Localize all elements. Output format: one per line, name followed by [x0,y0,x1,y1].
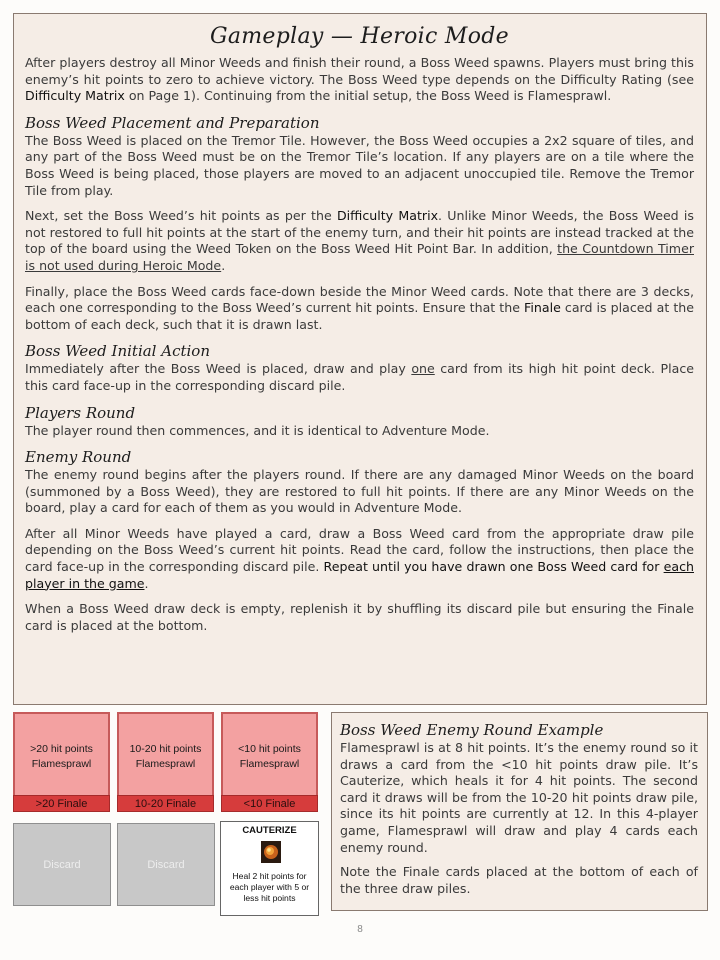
placement-paragraph-3 [25,284,694,334]
deck-high-hp[interactable] [13,712,110,812]
rules-panel [13,13,707,705]
example-paragraph-2: Note the Finale cards placed at the bottom of each of the three draw piles. [340,864,698,896]
page-number: 8 [357,924,363,935]
discard-pile-high[interactable]: Discard [13,823,111,906]
each-player-note: each player in the game [25,559,694,591]
deck-low-label: <10 hit points [238,743,301,755]
initial-action-paragraph [25,361,694,394]
flame-orb-icon [261,841,281,863]
discard-pile-mid[interactable]: Discard [117,823,215,906]
placement-p2-text-mid: . Unlike Minor Weeds, the Boss Weed is not restored to full hit points at the start of the enemy turn, and their hit points are instead tracked at the top of the board using the Weed Token on the Boss Weed Hit Point Bar. In addition, [25,208,694,257]
deck-low-finale: <10 Finale [221,795,318,812]
cauterize-card[interactable] [220,821,319,916]
enemy-round-heading: Enemy Round [25,448,132,467]
deck-low-name: Flamesprawl [239,758,300,770]
placement-paragraph-1: The Boss Weed is placed on the Tremor Tile. However, the Boss Weed occupies a 2x2 square of tiles, and any part of the Boss Weed must be on the Tremor Tile’s location. If any players are on a tile where the Boss Weed is being placed, those players are moved to an adjacent unoccupied tile. Remove the Tremor Tile from play. [25,132,694,198]
cauterize-title: CAUTERIZE [242,825,297,836]
players-round-heading: Players Round [25,403,136,422]
placement-p2-text: Next, set the Boss Weed’s hit points as per the [25,208,337,224]
one-keyword: one [411,361,435,377]
difficulty-matrix-ref: Difficulty Matrix [25,88,125,104]
deck-mid-label: 10-20 hit points [129,743,202,755]
enemy-round-paragraph-1: The enemy round begins after the players round. If there are any damaged Minor Weeds on the board (summoned by a Boss Weed), they are restored to full hit points. If there are any Minor Weeds on the board, play a card for each of them as you would in Adventure Mode. [25,467,694,516]
placement-p2-end: . [221,257,226,273]
initial-text-end: card from its high hit point deck. Place this card face-up in the corresponding discard pile. [25,361,694,393]
placement-p3-text: Finally, place the Boss Weed cards face-down beside the Minor Weed cards. Note that there are 3 decks, each one corresponding to the Boss Weed’s current hit points. Ensure that the [25,283,694,316]
deck-mid-hp[interactable] [117,712,214,812]
difficulty-matrix-ref-2: Difficulty Matrix [336,208,439,224]
enemy-p2-end: . [144,575,149,591]
enemy-p2-text: After all Minor Weeds have played a card, draw a Boss Weed card from the appropriate draw pile depending on the Boss Weed’s current hit points. Read the card, follow the instructions, then place the card face-up in the corresponding discard pile. [25,525,694,575]
deck-mid-name: Flamesprawl [135,758,196,770]
deck-high-label: >20 hit points [30,743,93,755]
players-round-paragraph: The player round then commences, and it is identical to Adventure Mode. [25,422,490,438]
example-paragraph-1: Flamesprawl is at 8 hit points. It’s the enemy round so it draws a card from the <10 hit points draw pile. It’s Cauterize, which heals it for 4 hit points. The second card it draws will be from the 10-20 hit points draw pile, since its hit points are currently at 12. In this 4-player game, Flamesprawl will draw and play 4 cards each enemy round. [340,740,698,855]
deck-low-hp[interactable] [221,712,318,812]
example-heading: Boss Weed Enemy Round Example [340,721,604,739]
enemy-round-paragraph-3: When a Boss Weed draw deck is empty, replenish it by shuffling its discard pile but ensuring the Finale card is placed at the bottom. [25,601,694,633]
example-panel [331,712,708,911]
finale-keyword: Finale [524,300,561,316]
initial-text: Immediately after the Boss Weed is placed, draw and play [25,361,412,377]
page-title: Gameplay — Heroic Mode [209,24,509,49]
intro-paragraph [25,55,694,105]
deck-high-name: Flamesprawl [31,758,92,770]
placement-p3-end: card is placed at the bottom of each deck, such that it is drawn last. [25,300,694,332]
initial-action-heading: Boss Weed Initial Action [25,342,211,361]
enemy-round-paragraph-2 [25,526,694,592]
placement-paragraph-2 [25,208,694,274]
intro-text: After players destroy all Minor Weeds and finish their round, a Boss Weed spawns. Players must bring this enemy’s hit points to zero to achieve victory. The Boss Weed type depends on the Difficulty Rating (see [25,55,694,87]
countdown-timer-note: the Countdown Timer is not used during Heroic Mode [25,241,694,273]
repeat-instruction: Repeat until you have drawn one Boss Weed card for [323,559,664,575]
placement-heading: Boss Weed Placement and Preparation [25,113,320,132]
deck-high-finale: >20 Finale [13,795,110,812]
deck-mid-finale: 10-20 Finale [117,795,214,812]
cauterize-text: Heal 2 hit points for each player with 5 or less hit points [229,871,310,903]
intro-text-end: on Page 1). Continuing from the initial setup, the Boss Weed is Flamesprawl. [124,88,612,104]
